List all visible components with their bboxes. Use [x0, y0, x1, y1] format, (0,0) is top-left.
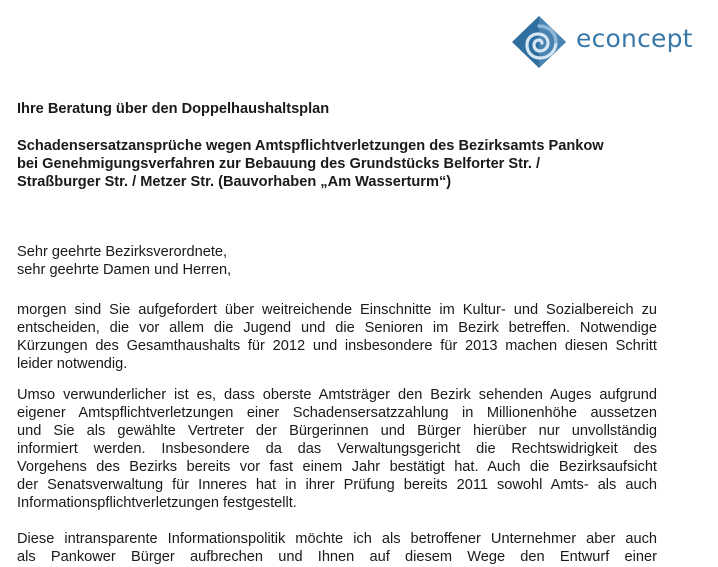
paragraph-line: informiert werden. Insbesondere da das Verwaltungsgericht die Rechtswidrigkeit des [17, 441, 657, 457]
company-logo [510, 14, 710, 70]
subject-line: Straßburger Str. / Metzer Str. (Bauvorhaben „Am Wasserturm“) [17, 174, 452, 190]
body-paragraph-1 [17, 301, 657, 373]
salutation-line: Sehr geehrte Bezirksverordnete, [17, 244, 228, 260]
body-paragraph-3 [17, 530, 657, 566]
subject-line: Schadensersatzansprüche wegen Amtspflichtverletzungen des Bezirksamts Pankow [17, 138, 604, 154]
paragraph-line: Kürzungen des Gesamthaushalts für 2012 und insbesondere für 2013 machen diesen Schritt [17, 338, 657, 354]
paragraph-line: eigener Amtspflichtverletzungen einer Schadensersatzzahlung in Millionenhöhe aussetzen [17, 405, 657, 421]
paragraph-line: Informationspflichtverletzungen festgestellt. [17, 495, 297, 511]
paragraph-line: Vorgehens des Bezirks bereits vor fast einem Jahr bestätigt hat. Auch die Bezirksaufsicht [17, 459, 657, 475]
subject-line: bei Genehmigungsverfahren zur Bebauung des Grundstücks Belforter Str. / [17, 156, 541, 172]
paragraph-line: als Pankower Bürger aufbrechen und Ihnen auf diesem Wege den Entwurf einer [17, 549, 657, 565]
paragraph-line: morgen sind Sie aufgefordert über weitreichende Einschnitte im Kultur- und Sozialbereich zu [17, 302, 657, 318]
letter-salutation [17, 243, 657, 279]
paragraph-line: Umso verwunderlicher ist es, dass oberste Amtsträger den Bezirk sehenden Auges aufgrund [17, 387, 657, 403]
paragraph-line: leider notwendig. [17, 356, 128, 372]
logo-wordmark: econcept [576, 24, 693, 53]
letter-heading: Ihre Beratung über den Doppelhaushaltsplan [17, 101, 330, 117]
paragraph-line: der Senatsverwaltung für Inneres hat in ihrer Prüfung bereits 2011 sowohl Amts- als auch [17, 477, 657, 493]
letter-subject [17, 137, 657, 191]
swirl-logo-icon [510, 14, 568, 70]
paragraph-line: und Sie als gewählte Vertreter der Bürgerinnen und Bürger hierüber nur unvollständig [17, 423, 657, 439]
paragraph-line: entscheiden, die vor allem die Jugend und die Senioren im Bezirk betreffen. Notwendige [17, 320, 657, 336]
paragraph-line: Diese intransparente Informationspolitik möchte ich als betroffener Unternehmer aber auch [17, 531, 657, 547]
salutation-line: sehr geehrte Damen und Herren, [17, 262, 232, 278]
body-paragraph-2 [17, 386, 657, 512]
